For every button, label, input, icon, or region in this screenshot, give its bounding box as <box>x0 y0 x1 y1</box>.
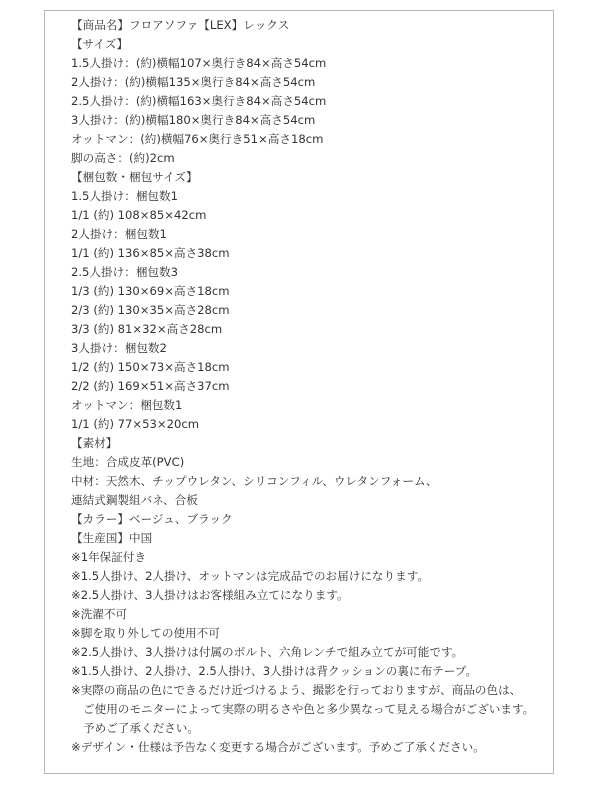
spec-line: 1/1 (約) 108×85×42cm <box>71 208 207 222</box>
spec-line: 1.5人掛け：梱包数1 <box>71 189 178 203</box>
spec-line: 生地：合成皮革(PVC) <box>71 455 185 469</box>
spec-line: 2.5人掛け：梱包数3 <box>71 265 178 279</box>
product-spec-list <box>71 16 534 757</box>
spec-line: 2/2 (約) 169×51×高さ37cm <box>71 379 230 393</box>
spec-line: 1/1 (約) 136×85×高さ38cm <box>71 246 230 260</box>
spec-line: ※デザイン・仕様は予告なく変更する場合がございます。予めご了承ください。 <box>71 740 485 754</box>
spec-line: 予めご了承ください。 <box>83 721 199 735</box>
spec-line: 2人掛け：梱包数1 <box>71 227 167 241</box>
spec-line: ※実際の商品の色にできるだけ近づけるよう、撮影を行っておりますが、商品の色は、 <box>71 683 522 697</box>
spec-line: 【カラー】ベージュ、ブラック <box>71 512 233 526</box>
spec-line: 【商品名】フロアソファ【LEX】レックス <box>71 18 290 32</box>
spec-line: 1.5人掛け：(約)横幅107×奥行き84×高さ54cm <box>71 56 327 70</box>
spec-line: ※1.5人掛け、2人掛け、オットマンは完成品でのお届けになります。 <box>71 569 429 583</box>
spec-line: 3人掛け：(約)横幅180×奥行き84×高さ54cm <box>71 113 316 127</box>
spec-line: ※脚を取り外しての使用不可 <box>71 626 220 640</box>
spec-line: 【サイズ】 <box>71 37 129 51</box>
spec-line: 脚の高さ：(約)2cm <box>71 151 175 165</box>
spec-line: ※2.5人掛け、3人掛けは付属のボルト、六角レンチで組み立てが可能です。 <box>71 645 464 659</box>
spec-line: 【梱包数・梱包サイズ】 <box>71 170 198 184</box>
spec-line: 【素材】 <box>71 436 118 450</box>
spec-line: 3/3 (約) 81×32×高さ28cm <box>71 322 223 336</box>
spec-line: オットマン：梱包数1 <box>71 398 183 412</box>
spec-line: 2人掛け：(約)横幅135×奥行き84×高さ54cm <box>71 75 316 89</box>
spec-line: 2.5人掛け：(約)横幅163×奥行き84×高さ54cm <box>71 94 327 108</box>
spec-line: 1/2 (約) 150×73×高さ18cm <box>71 360 230 374</box>
spec-line: 中材：天然木、チップウレタン、シリコンフィル、ウレタンフォーム、 <box>71 474 438 488</box>
spec-line: ご使用のモニターによって実際の明るさや色と多少異なって見える場合がございます。 <box>83 702 535 716</box>
spec-line: ※洗濯不可 <box>71 607 128 621</box>
spec-line: 1/3 (約) 130×69×高さ18cm <box>71 284 230 298</box>
spec-line: ※1.5人掛け、2人掛け、2.5人掛け、3人掛けは背クッションの裏に布テープ。 <box>71 664 478 678</box>
spec-line: 1/1 (約) 77×53×20cm <box>71 417 200 431</box>
spec-line: 3人掛け：梱包数2 <box>71 341 167 355</box>
spec-line: ※1年保証付き <box>71 550 147 564</box>
spec-line: オットマン：(約)横幅76×奥行き51×高さ18cm <box>71 132 324 146</box>
spec-line: 連結式鋼製組バネ、合板 <box>71 493 198 507</box>
spec-line: 2/3 (約) 130×35×高さ28cm <box>71 303 230 317</box>
spec-line: ※2.5人掛け、3人掛けはお客様組み立てになります。 <box>71 588 349 602</box>
spec-line: 【生産国】中国 <box>71 531 153 545</box>
